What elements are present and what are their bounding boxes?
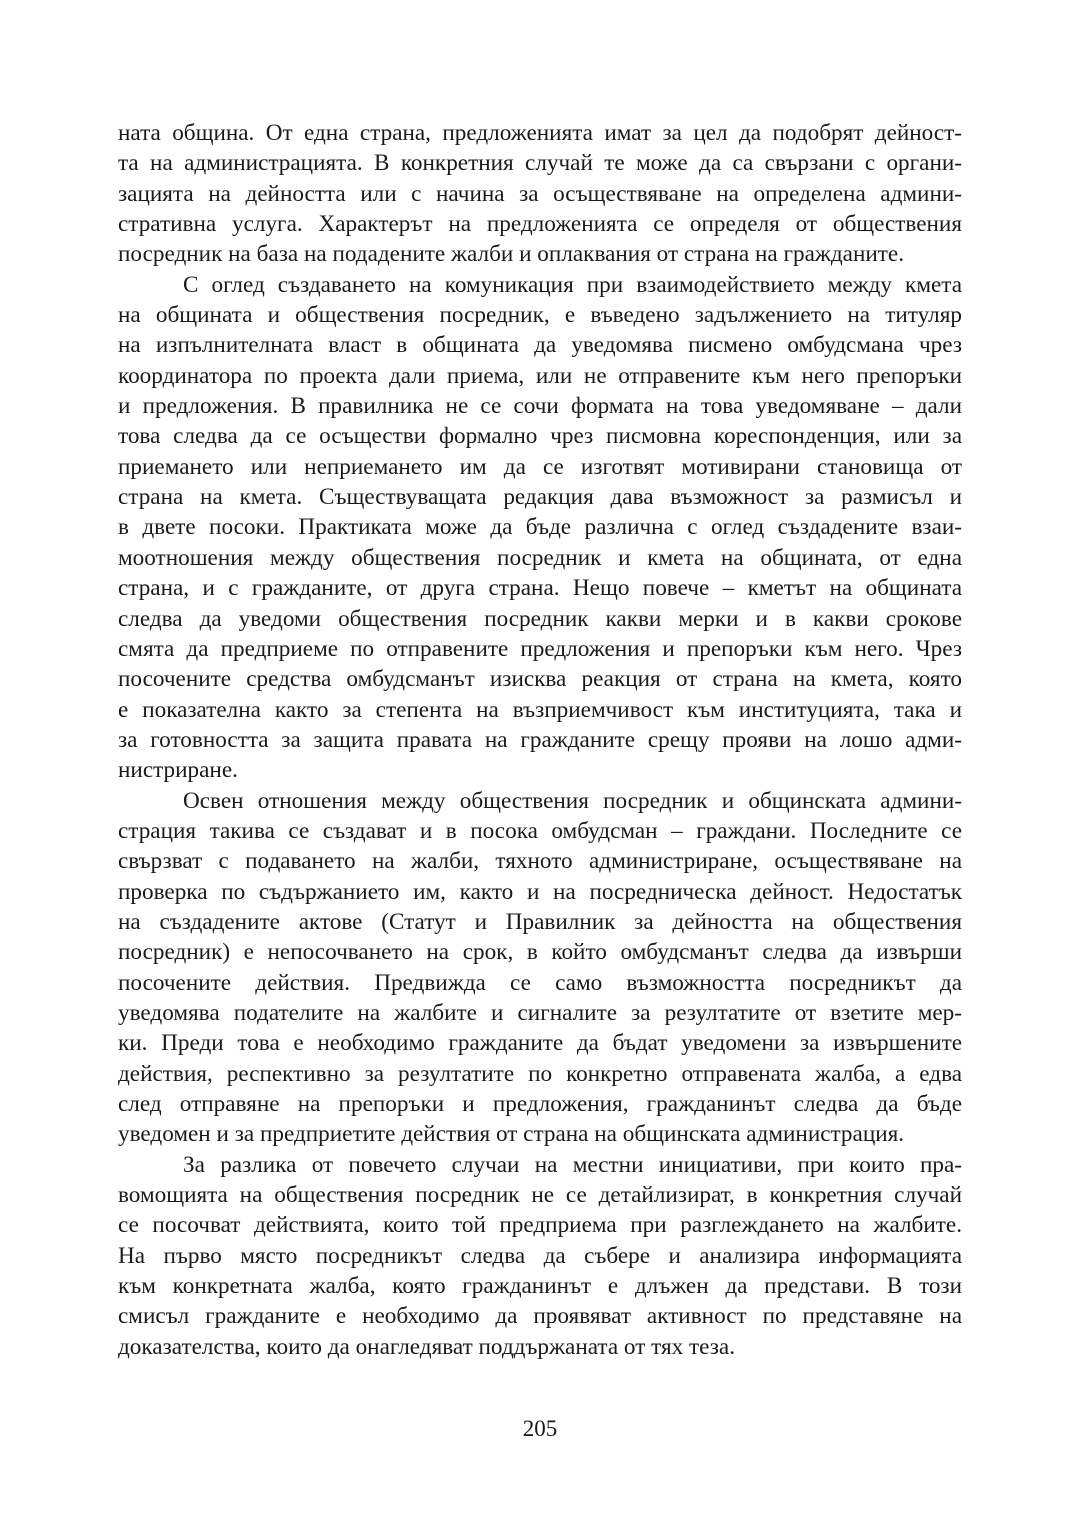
paragraph-4 bbox=[118, 1150, 962, 1362]
text-line: На първо място посредникът следва да събере и анализира информацията bbox=[118, 1242, 962, 1269]
text-line: свързват с подаването на жалби, тяхното администриране, осъществяване на bbox=[118, 848, 962, 875]
text-line: посредник) е непосочването на срок, в който омбудсманът следва да извърши bbox=[118, 939, 962, 966]
text-line: моотношения между обществения посредник и кмета на общината, от една bbox=[118, 544, 962, 571]
paragraph-2 bbox=[118, 270, 962, 786]
text-line: За разлика от повечето случаи на местни инициативи, при които пра- bbox=[183, 1151, 962, 1178]
text-line: за готовността за защита правата на гражданите срещу прояви на лошо адми- bbox=[118, 726, 962, 753]
text-line: към конкретната жалба, която гражданинът е длъжен да представи. В този bbox=[118, 1273, 962, 1300]
text-line: Освен отношения между обществения посредник и общинската админи- bbox=[183, 787, 962, 814]
text-line: страция такива се създават и в посока омбудсман – граждани. Последните се bbox=[118, 817, 962, 844]
text-line: действия, респективно за резултатите по конкретно отправената жалба, а едва bbox=[118, 1060, 962, 1087]
text-line: стративна услуга. Характерът на предложенията се определя от обществения bbox=[118, 211, 962, 238]
text-line: координатора по проекта дали приема, или не отправените към него препоръки bbox=[118, 362, 962, 389]
text-line: вомощията на обществения посредник не се детайлизират, в конкретния случай bbox=[118, 1182, 962, 1209]
text-line: страна на кмета. Съществуващата редакция дава възможност за размисъл и bbox=[118, 484, 962, 511]
paragraph-3 bbox=[118, 786, 962, 1150]
text-line: С оглед създаването на комуникация при взаимодействието между кмета bbox=[183, 271, 962, 298]
page-number: 205 bbox=[522, 1416, 558, 1441]
text-line: се посочват действията, които той предприема при разглеждането на жалбите. bbox=[118, 1212, 962, 1239]
text-line: на създадените актове (Статут и Правилник за дейността на обществения bbox=[118, 908, 962, 935]
text-line: смята да предприеме по отправените предложения и препоръки към него. Чрез bbox=[118, 635, 962, 662]
text-line: страна, и с гражданите, от друга страна. Нещо повече – кметът на общината bbox=[118, 575, 962, 602]
text-line: е показателна както за степента на възприемчивост към институцията, така и bbox=[118, 696, 962, 723]
text-line: и предложения. В правилника не се сочи формата на това уведомяване – дали bbox=[118, 393, 962, 420]
text-line: това следва да се осъществи формално чрез писмовна кореспонденция, или за bbox=[118, 423, 962, 450]
text-line: след отправяне на препоръки и предложения, гражданинът следва да бъде bbox=[118, 1091, 962, 1117]
text-line: в двете посоки. Практиката може да бъде различна с оглед създадените взаи- bbox=[118, 514, 962, 541]
text-line: смисъл гражданите е необходимо да проявяват активност по представяне на bbox=[118, 1303, 962, 1330]
text-line: посредник на база на подадените жалби и оплаквания от страна на гражданите. bbox=[118, 241, 905, 268]
text-line: ки. Преди това е необходимо гражданите да бъдат уведомени за извършените bbox=[118, 1030, 962, 1057]
text-line: нистриране. bbox=[118, 757, 238, 784]
paragraph-1 bbox=[118, 118, 962, 270]
text-line: зацията на дейността или с начина за осъществяване на определена админи- bbox=[118, 180, 962, 207]
text-line: та на администрацията. В конкретния случай те може да са свързани с органи- bbox=[118, 150, 962, 177]
text-line: уведомен и за предприетите действия от страна на общинската администрация. bbox=[118, 1121, 905, 1148]
text-line: посочените действия. Предвижда се само възможността посредникът да bbox=[118, 969, 962, 996]
text-line: на изпълнителната власт в общината да уведомява писмено омбудсмана чрез bbox=[118, 332, 962, 359]
text-line: ната община. От една страна, предложенията имат за цел да подобрят дейност- bbox=[118, 120, 962, 146]
text-line: доказателства, които да онагледяват поддържаната от тях теза. bbox=[118, 1333, 735, 1360]
text-line: приемането или неприемането им да се изготвят мотивирани становища от bbox=[118, 453, 962, 480]
text-line: на общината и обществения посредник, е въведено задължението на титуляр bbox=[118, 302, 962, 329]
text-line: уведомява подателите на жалбите и сигналите за резултатите от взетите мер- bbox=[118, 999, 962, 1026]
text-line: посочените средства омбудсманът изисква реакция от страна на кмета, която bbox=[118, 666, 962, 693]
text-line: проверка по съдържанието им, както и на посредническа дейност. Недостатък bbox=[118, 878, 962, 905]
body-text bbox=[118, 118, 962, 1362]
text-line: следва да уведоми обществения посредник какви мерки и в какви срокове bbox=[118, 605, 962, 632]
